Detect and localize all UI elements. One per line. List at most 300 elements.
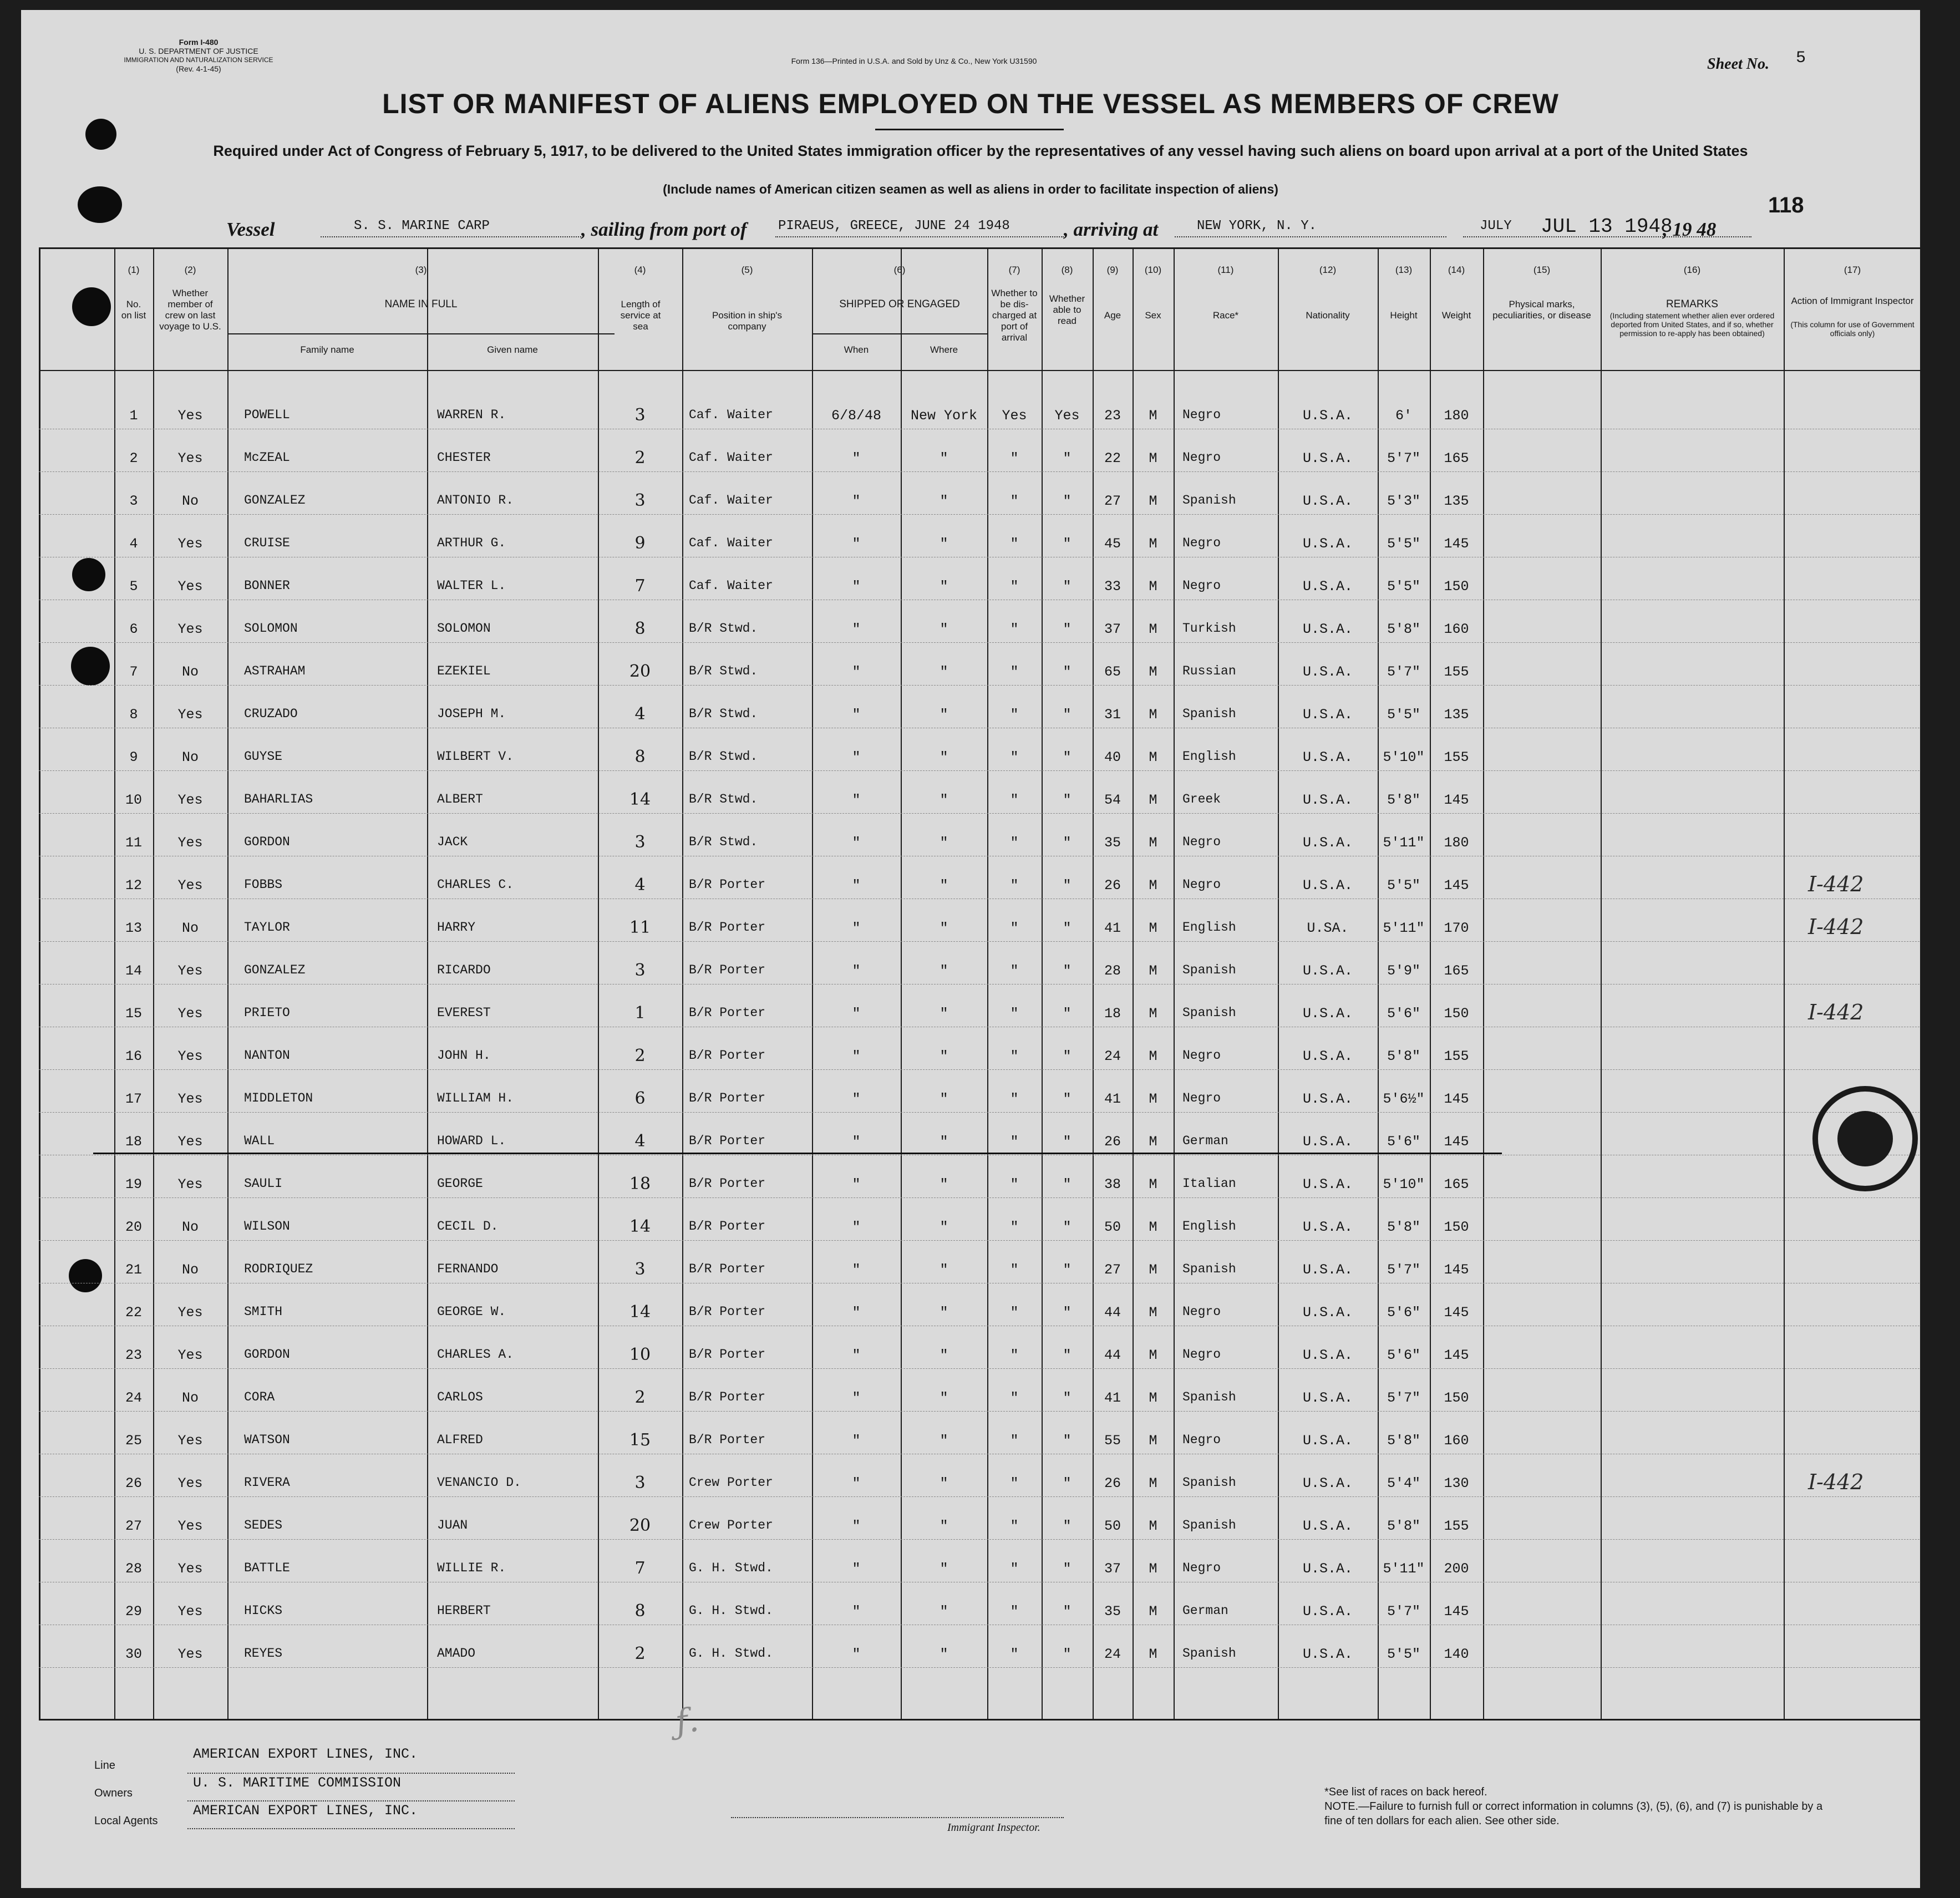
cell-race: Negro [1182,877,1221,892]
row-rule [39,471,1920,472]
cell-given: RICARDO [437,963,491,977]
cell-sex: M [1149,1091,1157,1107]
cell-given: CHARLES C. [437,877,514,892]
cell-sex: M [1149,835,1157,851]
cell-when: " [852,1305,861,1321]
cell-height: 5'6" [1387,1134,1420,1150]
cell-given: HERBERT [437,1603,491,1618]
cell-position: B/R Stwd. [689,749,758,764]
cell-age: 26 [1104,877,1121,894]
cell-crew: Yes [177,1048,203,1064]
col-num-1: (1) [128,265,140,275]
cell-height: 5'3" [1387,493,1420,509]
cell-height: 5'7" [1387,450,1420,466]
cell-nat: U.S.A. [1302,1603,1353,1620]
cell-no: 22 [125,1305,142,1321]
cell-given: JACK [437,835,468,849]
cell-crew: Yes [177,963,203,979]
col-discharged: Whether to be dis-charged at port of arrival [991,288,1038,343]
cell-sex: M [1149,1305,1157,1321]
printer-line: Form 136—Printed in U.S.A. and Sold by Unz & Co., New York U31590 [791,57,1037,65]
cell-length: 14 [629,1302,651,1322]
cell-height: 5'8" [1387,621,1420,637]
col-crew: Whether member of crew on last voyage to U.S. [159,288,221,332]
cell-read: " [1063,578,1072,595]
page-title: LIST OR MANIFEST OF ALIENS EMPLOYED ON THE VESSEL AS MEMBERS OF CREW [382,88,1559,119]
cell-sex: M [1149,1176,1157,1192]
cell-read: " [1063,835,1072,851]
row-rule [39,514,1920,515]
cell-sex: M [1149,1561,1157,1577]
cell-age: 23 [1104,408,1121,424]
cell-family: ASTRAHAM [244,664,306,678]
cell-family: SMITH [244,1305,283,1319]
row-rule [39,1496,1920,1497]
cell-age: 50 [1104,1518,1121,1534]
cell-given: JUAN [437,1518,468,1532]
cell-length: 3 [634,1473,646,1493]
cell-family: WATSON [244,1433,290,1447]
cell-position: B/R Porter [689,1390,766,1404]
cell-crew: No [181,664,199,680]
cell-length: 2 [634,448,646,468]
col-race: Race* [1212,310,1239,321]
cell-position: G. H. Stwd. [689,1603,773,1618]
cell-where: " [940,1518,948,1534]
year-suffix: , 19 48 [1663,219,1717,240]
cell-disch: " [1010,920,1019,936]
manifest-sheet [21,10,1920,1888]
cell-length: 2 [634,1388,646,1407]
cell-weight: 145 [1444,1347,1469,1363]
cell-position: B/R Porter [689,1048,766,1063]
cell-crew: Yes [177,1603,203,1620]
cell-race: Negro [1182,1433,1221,1447]
cell-given: HOWARD L. [437,1134,506,1148]
cell-crew: Yes [177,792,203,808]
cell-read: " [1063,536,1072,552]
cell-height: 5'10" [1383,1176,1425,1192]
cell-read: " [1063,1006,1072,1022]
cell-age: 45 [1104,536,1121,552]
cell-weight: 145 [1444,1091,1469,1107]
cell-family: GORDON [244,835,290,849]
cell-length: 3 [634,491,646,510]
cell-nat: U.S.A. [1302,493,1353,509]
races-note: *See list of races on back hereof. [1324,1786,1487,1798]
cell-weight: 145 [1444,1603,1469,1620]
cell-family: SEDES [244,1518,283,1532]
cell-age: 41 [1104,1390,1121,1406]
cell-no: 8 [129,707,138,723]
sailing-port: PIRAEUS, GREECE, [778,219,906,234]
cell-length: 7 [634,576,646,596]
cell-when: " [852,749,861,765]
cell-no: 17 [125,1091,142,1107]
col-name-in-full: NAME IN FULL [384,298,458,310]
row-rule [39,1069,1920,1070]
cell-given: WILLIE R. [437,1561,506,1575]
cell-crew: Yes [177,877,203,894]
form-number: Form I-480 [179,38,219,47]
cell-nat: U.S.A. [1302,1518,1353,1534]
cell-height: 5'11" [1383,835,1425,851]
cell-race: Spanish [1182,1390,1236,1404]
col-num-15: (15) [1533,265,1551,275]
cell-crew: Yes [177,1176,203,1192]
cell-nat: U.S.A. [1302,1048,1353,1064]
cell-read: " [1063,1262,1072,1278]
cell-disch: " [1010,1390,1019,1406]
cell-crew: Yes [177,1475,203,1491]
cell-length: 18 [629,1174,651,1194]
cell-height: 5'5" [1387,1646,1420,1662]
cell-position: B/R Porter [689,1176,766,1191]
cell-position: Crew Porter [689,1518,773,1532]
inspector-label: Immigrant Inspector. [947,1821,1040,1834]
cell-nat: U.S.A. [1302,408,1353,424]
cell-age: 26 [1104,1475,1121,1491]
cell-length: 1 [634,1003,646,1023]
cell-position: Caf. Waiter [689,536,773,550]
cell-weight: 145 [1444,792,1469,808]
cell-when: " [852,578,861,595]
cell-sex: M [1149,1048,1157,1064]
cell-given: CHESTER [437,450,491,465]
cell-sex: M [1149,749,1157,765]
cell-crew: Yes [177,1347,203,1363]
cell-read: " [1063,1048,1072,1064]
cell-weight: 165 [1444,1176,1469,1192]
col-when: When [844,344,869,355]
col-num-13: (13) [1395,265,1413,275]
cell-no: 15 [125,1006,142,1022]
cell-height: 5'8" [1387,1518,1420,1534]
cell-crew: Yes [177,1433,203,1449]
cell-weight: 140 [1444,1646,1469,1662]
cell-read: " [1063,1305,1072,1321]
cell-crew: No [181,920,199,936]
cell-when: " [852,1134,861,1150]
cell-length: 4 [634,704,646,724]
cell-crew: Yes [177,450,203,466]
cell-family: GUYSE [244,749,283,764]
cell-when: " [852,621,861,637]
cell-length: 8 [634,1601,646,1621]
cell-read: " [1063,963,1072,979]
cell-race: English [1182,920,1236,935]
arrival-month: JULY [1480,219,1512,234]
cell-age: 35 [1104,835,1121,851]
vessel-name: S. S. MARINE CARP [354,219,490,234]
col-length: Length of service at sea [620,299,661,332]
cell-family: RODRIQUEZ [244,1262,313,1276]
cell-family: CORA [244,1390,275,1404]
cell-nat: U.S.A. [1302,1091,1353,1107]
cell-sex: M [1149,1262,1157,1278]
cell-no: 14 [125,963,142,979]
cell-when: " [852,1646,861,1662]
cell-age: 22 [1104,450,1121,466]
cell-given: GEORGE [437,1176,483,1191]
cell-height: 5'6" [1387,1305,1420,1321]
cell-read: " [1063,1390,1072,1406]
cell-race: English [1182,749,1236,764]
cell-where: " [940,450,948,466]
cell-sex: M [1149,1347,1157,1363]
cell-where: " [940,1475,948,1491]
cell-family: RIVERA [244,1475,290,1490]
cell-where: " [940,1048,948,1064]
cell-given: WILBERT V. [437,749,514,764]
cell-weight: 165 [1444,450,1469,466]
cell-weight: 180 [1444,835,1469,851]
cell-sex: M [1149,707,1157,723]
cell-no: 5 [129,578,138,595]
cell-disch: " [1010,749,1019,765]
col-family-name: Family name [300,344,354,355]
cell-read: " [1063,749,1072,765]
cell-where: " [940,1347,948,1363]
row-rule [39,642,1920,643]
cell-crew: Yes [177,408,203,424]
cell-disch: " [1010,792,1019,808]
cell-age: 28 [1104,963,1121,979]
cell-weight: 145 [1444,877,1469,894]
cell-disch: " [1010,536,1019,552]
cell-age: 40 [1104,749,1121,765]
cell-nat: U.S.A. [1302,536,1353,552]
cell-race: Negro [1182,450,1221,465]
cell-race: Negro [1182,1347,1221,1362]
cell-crew: Yes [177,1134,203,1150]
col-num-14: (14) [1448,265,1465,275]
cell-length: 2 [634,1046,646,1065]
cell-read: " [1063,1176,1072,1192]
cell-nat: U.S.A. [1302,792,1353,808]
cell-height: 5'6½" [1383,1091,1425,1107]
agents-value: AMERICAN EXPORT LINES, INC. [193,1803,418,1819]
cell-race: Spanish [1182,1646,1236,1661]
cell-given: CARLOS [437,1390,483,1404]
cell-family: McZEAL [244,450,290,465]
cell-family: GONZALEZ [244,963,306,977]
cell-family: BATTLE [244,1561,290,1575]
cell-crew: Yes [177,1518,203,1534]
cell-disch: " [1010,450,1019,466]
cell-height: 5'8" [1387,792,1420,808]
penalty-note: NOTE.—Failure to furnish full or correct information in columns (3), (5), (6), and (7) is punishable by a fine of ten dollars for each alien. See other side. [1324,1800,1823,1827]
cell-position: B/R Porter [689,1134,766,1148]
cell-disch: " [1010,1305,1019,1321]
cell-where: " [940,1006,948,1022]
arrival-stamp: JUL 13 1948 [1541,215,1673,238]
cell-family: SAULI [244,1176,283,1191]
cell-where: " [940,749,948,765]
cell-when: " [852,1091,861,1107]
cell-position: Caf. Waiter [689,408,773,422]
cell-length: 14 [629,1217,651,1236]
cell-length: 4 [634,1131,646,1151]
cell-nat: U.S.A. [1302,1347,1353,1363]
cell-length: 7 [634,1559,646,1578]
inspector-action-mark: I-442 [1808,1470,1864,1494]
arriving-label: , arriving at [1064,219,1159,240]
cell-read: " [1063,1475,1072,1491]
cell-read: " [1063,920,1072,936]
cell-age: 37 [1104,621,1121,637]
cell-disch: " [1010,621,1019,637]
cell-race: Italian [1182,1176,1236,1191]
cell-when: " [852,1518,861,1534]
cell-length: 3 [634,405,646,425]
cell-disch: " [1010,1006,1019,1022]
cell-height: 5'7" [1387,1390,1420,1406]
cell-weight: 150 [1444,1390,1469,1406]
cell-where: " [940,1134,948,1150]
cell-given: EZEKIEL [437,664,491,678]
cell-race: Negro [1182,578,1221,593]
col-num-10: (10) [1144,265,1162,275]
cell-sex: M [1149,664,1157,680]
row-rule [39,1112,1920,1113]
cell-where: " [940,1262,948,1278]
cell-position: Caf. Waiter [689,450,773,465]
col-weight: Weight [1441,310,1471,321]
subnote: (Include names of American citizen seamen as well as aliens in order to facilitate inspection of aliens) [663,182,1278,196]
cell-where: " [940,536,948,552]
cell-when: " [852,1390,861,1406]
cell-length: 8 [634,747,646,767]
cell-given: JOSEPH M. [437,707,506,721]
cell-weight: 145 [1444,1305,1469,1321]
cell-sex: M [1149,1390,1157,1406]
cell-height: 6' [1395,408,1412,424]
cell-read: " [1063,664,1072,680]
cell-family: CRUZADO [244,707,298,721]
cell-height: 5'5" [1387,877,1420,894]
cell-race: Negro [1182,1048,1221,1063]
cell-read: " [1063,1219,1072,1235]
row-rule [39,1197,1920,1198]
cell-race: Turkish [1182,621,1236,636]
cell-position: Caf. Waiter [689,578,773,593]
cell-race: Spanish [1182,1475,1236,1490]
cell-family: SOLOMON [244,621,298,636]
consulate-seal [1812,1086,1918,1191]
cell-race: Spanish [1182,707,1236,721]
cell-nat: U.S.A. [1302,1219,1353,1235]
cell-position: B/R Porter [689,1262,766,1276]
col-no-on-list: No. on list [121,299,146,321]
cell-nat: U.S.A. [1302,578,1353,595]
cell-weight: 160 [1444,621,1469,637]
cell-height: 5'8" [1387,1048,1420,1064]
inspector-action-mark: I-442 [1808,1000,1864,1024]
cell-age: 37 [1104,1561,1121,1577]
cell-sex: M [1149,1603,1157,1620]
cell-no: 13 [125,920,142,936]
col-position: Position in ship's company [712,310,783,332]
cell-disch: " [1010,1091,1019,1107]
cell-length: 10 [629,1345,651,1364]
cell-length: 4 [634,875,646,895]
cell-disch: " [1010,1048,1019,1064]
cell-nat: U.SA. [1307,920,1349,936]
cell-weight: 150 [1444,578,1469,595]
cell-read: " [1063,1091,1072,1107]
arrival-line [1175,236,1446,237]
arrival-port: NEW YORK, N. Y. [1197,219,1317,234]
cell-disch: " [1010,835,1019,851]
col-num-4: (4) [634,265,646,275]
cell-age: 44 [1104,1305,1121,1321]
cell-where: " [940,877,948,894]
vessel-row [21,207,1920,241]
cell-nat: U.S.A. [1302,835,1353,851]
cell-height: 5'7" [1387,1603,1420,1620]
cell-when: " [852,1176,861,1192]
service: IMMIGRATION AND NATURALIZATION SERVICE [124,56,273,64]
cell-position: B/R Porter [689,1219,766,1234]
cell-given: ARTHUR G. [437,536,506,550]
cell-nat: U.S.A. [1302,1390,1353,1406]
cell-when: " [852,536,861,552]
cell-read: " [1063,1433,1072,1449]
cell-position: B/R Stwd. [689,707,758,721]
cell-height: 5'7" [1387,1262,1420,1278]
cell-where: " [940,493,948,509]
cell-weight: 130 [1444,1475,1469,1491]
title-rule [875,129,1064,130]
cell-weight: 160 [1444,1433,1469,1449]
cell-family: GORDON [244,1347,290,1362]
owners-value: U. S. MARITIME COMMISSION [193,1775,402,1791]
cell-when: " [852,664,861,680]
cell-where: " [940,1305,948,1321]
cell-given: SOLOMON [437,621,491,636]
cell-where: " [940,963,948,979]
cell-when: " [852,920,861,936]
cell-sex: M [1149,1219,1157,1235]
cell-when: 6/8/48 [831,408,881,424]
cell-weight: 155 [1444,664,1469,680]
cell-length: 15 [629,1430,651,1450]
cell-when: " [852,1475,861,1491]
cell-position: B/R Porter [689,877,766,892]
cell-length: 2 [634,1644,646,1663]
cell-sex: M [1149,963,1157,979]
cell-position: Caf. Waiter [689,493,773,508]
cell-race: Spanish [1182,1518,1236,1532]
cell-age: 41 [1104,1091,1121,1107]
row-rule [39,770,1920,771]
cell-nat: U.S.A. [1302,963,1353,979]
cell-disch: " [1010,578,1019,595]
col-able-read: Whether able to read [1049,293,1085,326]
cell-position: B/R Stwd. [689,664,758,678]
col-num-17: (17) [1844,265,1861,275]
cell-age: 38 [1104,1176,1121,1192]
cell-height: 5'8" [1387,1433,1420,1449]
cell-no: 6 [129,621,138,637]
revision: (Rev. 4-1-45) [176,64,221,73]
cell-position: G. H. Stwd. [689,1561,773,1575]
cell-sex: M [1149,877,1157,894]
cell-height: 5'11" [1383,920,1425,936]
cell-length: 9 [634,534,646,553]
cell-length: 6 [634,1089,646,1108]
